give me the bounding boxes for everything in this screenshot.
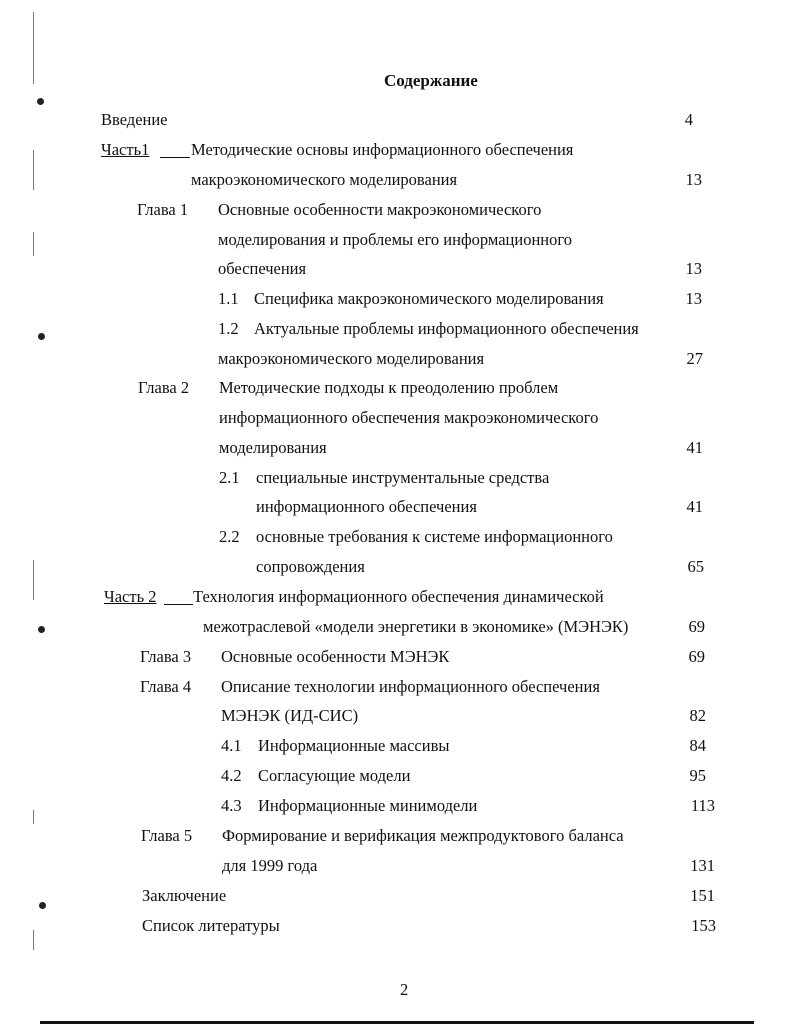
toc-ch3-page: 69 [688,647,705,666]
toc-ch2-label: Глава 2 [138,378,190,397]
toc-ch2-page: 41 [686,438,703,457]
toc-part1-title-line2: макроэкономического моделирования [191,170,458,189]
toc-refs-page: 153 [691,916,716,935]
toc-s22-line2: сопровождения [256,557,365,576]
bottom-scan-rule [40,1021,754,1024]
toc-s43-page: 113 [690,796,715,815]
toc-ch1-line3: обеспечения [218,259,307,278]
toc-ch4-line2: МЭНЭК (ИД-СИС) [221,706,359,725]
toc-s12-page: 27 [686,349,703,368]
toc-ch3-label: Глава 3 [140,647,192,666]
toc-ch4-page: 82 [689,706,706,725]
toc-s41-line1: Информационные массивы [258,736,450,755]
toc-s22-num: 2.2 [219,527,240,546]
scan-edge-line [33,232,34,256]
toc-s11-num: 1.1 [218,289,239,308]
toc-s21-num: 2.1 [219,468,240,487]
toc-part1-label: Часть1 [101,140,150,159]
toc-ch1-line1: Основные особенности макроэкономического [218,200,542,219]
toc-s22-page: 65 [687,557,704,576]
scan-edge-line [33,810,34,824]
toc-part2-page: 69 [688,617,705,636]
toc-s43-line1: Информационные минимодели [258,796,478,815]
toc-ch5-line1: Формирование и верификация межпродуктового баланса [222,826,624,845]
toc-s21-line1: специальные инструментальные средства [256,468,550,487]
toc-s21-line2: информационного обеспечения [256,497,477,516]
toc-refs-label: Список литературы [142,916,280,935]
toc-s11-line1: Специфика макроэкономического моделирования [254,289,604,308]
toc-ch5-line2: для 1999 года [222,856,318,875]
toc-conclusion-page: 151 [690,886,715,905]
toc-s12-num: 1.2 [218,319,239,338]
toc-s12-line1: Актуальные проблемы информационного обеспечения [254,319,639,338]
toc-ch2-line1: Методические подходы к преодолению проблем [219,378,559,397]
toc-ch4-label: Глава 4 [140,677,192,696]
toc-ch5-page: 131 [690,856,715,875]
toc-s11-page: 13 [685,289,702,308]
scan-edge-line [33,150,34,190]
toc-s42-line1: Согласующие модели [258,766,411,785]
toc-s43-num: 4.3 [221,796,242,815]
toc-s42-num: 4.2 [221,766,242,785]
toc-ch2-line2: информационного обеспечения макроэкономического [219,408,599,427]
toc-ch1-line2: моделирования и проблемы его информационного [218,230,572,249]
toc-s42-page: 95 [689,766,706,785]
toc-ch1-label: Глава 1 [137,200,189,219]
toc-s22-line1: основные требования к системе информационного [256,527,613,546]
toc-part1-underscore [160,140,190,158]
toc-ch1-page: 13 [685,259,702,278]
toc-intro-page: 4 [684,110,693,129]
binder-hole-mark [38,333,45,340]
toc-conclusion-label: Заключение [142,886,227,905]
toc-ch3-line1: Основные особенности МЭНЭК [221,647,450,666]
toc-s41-num: 4.1 [221,736,242,755]
toc-part2-title-line2: межотраслевой «модели энергетики в экономике» (МЭНЭК) [203,617,629,636]
binder-hole-mark [37,98,44,105]
toc-part2-title-line1: Технология информационного обеспечения динамической [193,587,604,606]
toc-ch4-line1: Описание технологии информационного обеспечения [221,677,600,696]
scan-edge-line [33,12,34,84]
toc-intro-label: Введение [101,110,168,129]
toc-ch2-line3: моделирования [219,438,327,457]
page-title: Содержание [384,71,478,90]
toc-part2-label: Часть 2 [104,587,157,606]
toc-s21-page: 41 [686,497,703,516]
toc-part2-underscore [164,587,193,605]
scan-edge-line [33,930,34,950]
binder-hole-mark [39,902,46,909]
toc-part1-title-line1: Методические основы информационного обеспечения [191,140,574,159]
toc-s41-page: 84 [689,736,706,755]
binder-hole-mark [38,626,45,633]
scan-edge-line [33,560,34,600]
toc-s12-line2: макроэкономического моделирования [218,349,485,368]
toc-part1-page: 13 [685,170,702,189]
page-number: 2 [400,980,409,999]
toc-ch5-label: Глава 5 [141,826,193,845]
